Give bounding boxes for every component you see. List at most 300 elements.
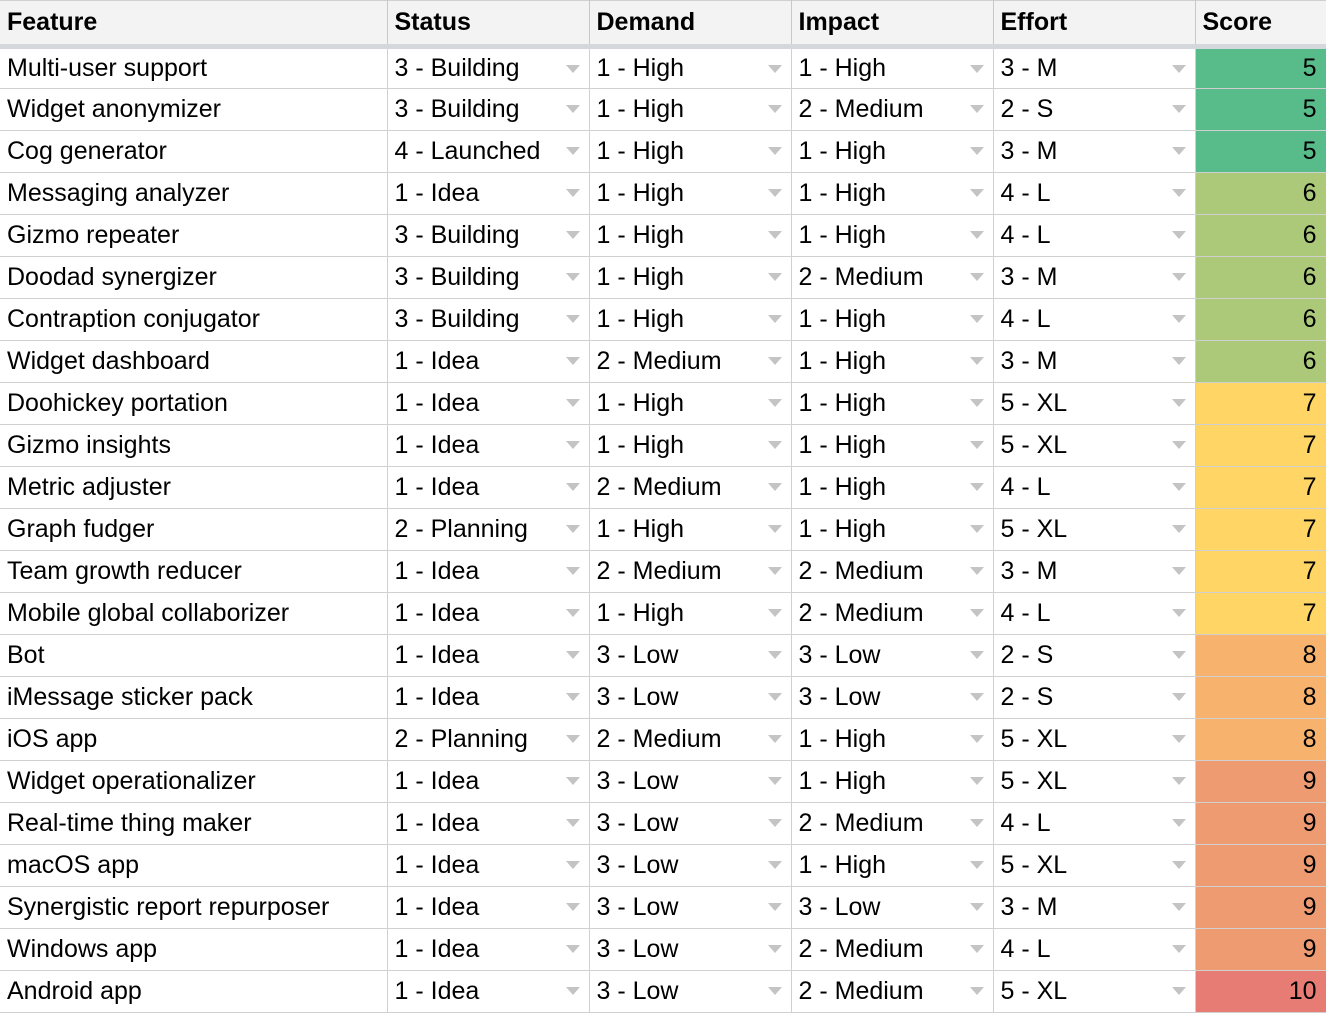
table-row bbox=[0, 131, 1326, 173]
demand-value: 3 - Low bbox=[596, 809, 679, 837]
dropdown-arrow-icon[interactable] bbox=[768, 399, 782, 407]
dropdown-arrow-icon[interactable] bbox=[566, 357, 580, 365]
demand-cell[interactable] bbox=[589, 467, 791, 509]
effort-value: 2 - S bbox=[1000, 95, 1054, 123]
demand-cell[interactable] bbox=[589, 929, 791, 971]
demand-cell[interactable] bbox=[589, 719, 791, 761]
score-cell[interactable]: 5 bbox=[1195, 89, 1326, 131]
dropdown-arrow-icon[interactable] bbox=[1172, 651, 1186, 659]
effort-cell[interactable] bbox=[993, 761, 1195, 803]
score-cell[interactable]: 5 bbox=[1195, 47, 1326, 89]
table-row bbox=[0, 551, 1326, 593]
feature-cell[interactable]: Widget operationalizer bbox=[0, 761, 387, 803]
dropdown-arrow-icon[interactable] bbox=[1172, 441, 1186, 449]
column-header-demand[interactable]: Demand bbox=[589, 1, 791, 47]
impact-value: 1 - High bbox=[798, 515, 887, 543]
score-cell[interactable]: 9 bbox=[1195, 887, 1326, 929]
table-row bbox=[0, 89, 1326, 131]
table-row bbox=[0, 929, 1326, 971]
status-value: 3 - Building bbox=[394, 305, 520, 333]
effort-cell[interactable] bbox=[993, 845, 1195, 887]
impact-value: 1 - High bbox=[798, 179, 887, 207]
effort-value: 2 - S bbox=[1000, 683, 1054, 711]
effort-value: 5 - XL bbox=[1000, 389, 1068, 417]
dropdown-arrow-icon[interactable] bbox=[970, 777, 984, 785]
feature-cell[interactable]: Team growth reducer bbox=[0, 551, 387, 593]
effort-cell[interactable] bbox=[993, 635, 1195, 677]
dropdown-arrow-icon[interactable] bbox=[768, 525, 782, 533]
dropdown-arrow-icon[interactable] bbox=[970, 399, 984, 407]
impact-cell[interactable] bbox=[791, 215, 993, 257]
impact-cell[interactable] bbox=[791, 803, 993, 845]
score-cell[interactable]: 6 bbox=[1195, 173, 1326, 215]
demand-value: 1 - High bbox=[596, 95, 685, 123]
dropdown-arrow-icon[interactable] bbox=[768, 903, 782, 911]
effort-value: 3 - M bbox=[1000, 263, 1058, 291]
demand-cell[interactable] bbox=[589, 341, 791, 383]
dropdown-arrow-icon[interactable] bbox=[970, 609, 984, 617]
effort-value: 4 - L bbox=[1000, 809, 1051, 837]
impact-cell[interactable] bbox=[791, 467, 993, 509]
dropdown-arrow-icon[interactable] bbox=[768, 147, 782, 155]
demand-cell[interactable] bbox=[589, 89, 791, 131]
table-row bbox=[0, 467, 1326, 509]
impact-value: 3 - Low bbox=[798, 641, 881, 669]
table-row bbox=[0, 719, 1326, 761]
status-cell[interactable] bbox=[387, 299, 589, 341]
status-cell[interactable] bbox=[387, 467, 589, 509]
demand-cell[interactable] bbox=[589, 887, 791, 929]
status-value: 4 - Launched bbox=[394, 137, 541, 165]
dropdown-arrow-icon[interactable] bbox=[970, 525, 984, 533]
impact-value: 1 - High bbox=[798, 851, 887, 879]
effort-cell[interactable] bbox=[993, 551, 1195, 593]
status-cell[interactable] bbox=[387, 887, 589, 929]
status-value: 1 - Idea bbox=[394, 809, 480, 837]
demand-value: 1 - High bbox=[596, 221, 685, 249]
impact-value: 1 - High bbox=[798, 473, 887, 501]
score-cell[interactable]: 6 bbox=[1195, 299, 1326, 341]
effort-cell[interactable] bbox=[993, 215, 1195, 257]
score-cell[interactable]: 8 bbox=[1195, 677, 1326, 719]
effort-cell[interactable] bbox=[993, 299, 1195, 341]
dropdown-arrow-icon[interactable] bbox=[1172, 693, 1186, 701]
impact-cell[interactable] bbox=[791, 47, 993, 89]
dropdown-arrow-icon[interactable] bbox=[566, 987, 580, 995]
effort-cell[interactable] bbox=[993, 131, 1195, 173]
dropdown-arrow-icon[interactable] bbox=[768, 189, 782, 197]
dropdown-arrow-icon[interactable] bbox=[970, 735, 984, 743]
dropdown-arrow-icon[interactable] bbox=[566, 105, 580, 113]
score-cell[interactable]: 5 bbox=[1195, 131, 1326, 173]
effort-cell[interactable] bbox=[993, 89, 1195, 131]
effort-cell[interactable] bbox=[993, 803, 1195, 845]
dropdown-arrow-icon[interactable] bbox=[768, 273, 782, 281]
feature-cell[interactable]: iMessage sticker pack bbox=[0, 677, 387, 719]
dropdown-arrow-icon[interactable] bbox=[1172, 735, 1186, 743]
feature-cell[interactable]: Android app bbox=[0, 971, 387, 1013]
score-cell[interactable]: 7 bbox=[1195, 467, 1326, 509]
dropdown-arrow-icon[interactable] bbox=[768, 693, 782, 701]
impact-value: 1 - High bbox=[798, 725, 887, 753]
dropdown-arrow-icon[interactable] bbox=[1172, 189, 1186, 197]
status-cell[interactable] bbox=[387, 131, 589, 173]
effort-cell[interactable] bbox=[993, 467, 1195, 509]
status-cell[interactable] bbox=[387, 425, 589, 467]
dropdown-arrow-icon[interactable] bbox=[566, 483, 580, 491]
effort-cell[interactable] bbox=[993, 971, 1195, 1013]
effort-cell[interactable] bbox=[993, 593, 1195, 635]
demand-value: 3 - Low bbox=[596, 767, 679, 795]
dropdown-arrow-icon[interactable] bbox=[768, 735, 782, 743]
effort-cell[interactable] bbox=[993, 509, 1195, 551]
dropdown-arrow-icon[interactable] bbox=[768, 777, 782, 785]
score-cell[interactable]: 9 bbox=[1195, 803, 1326, 845]
demand-cell[interactable] bbox=[589, 971, 791, 1013]
impact-value: 1 - High bbox=[798, 347, 887, 375]
demand-value: 2 - Medium bbox=[596, 725, 722, 753]
impact-value: 1 - High bbox=[798, 137, 887, 165]
status-cell[interactable] bbox=[387, 635, 589, 677]
feature-cell[interactable]: iOS app bbox=[0, 719, 387, 761]
dropdown-arrow-icon[interactable] bbox=[1172, 357, 1186, 365]
status-cell[interactable] bbox=[387, 845, 589, 887]
feature-cell[interactable]: Gizmo insights bbox=[0, 425, 387, 467]
dropdown-arrow-icon[interactable] bbox=[566, 231, 580, 239]
column-header-score[interactable]: Score bbox=[1195, 1, 1326, 47]
column-header-status[interactable]: Status bbox=[387, 1, 589, 47]
demand-cell[interactable] bbox=[589, 47, 791, 89]
dropdown-arrow-icon[interactable] bbox=[1172, 777, 1186, 785]
demand-cell[interactable] bbox=[589, 677, 791, 719]
feature-cell[interactable]: Synergistic report repurposer bbox=[0, 887, 387, 929]
impact-cell[interactable] bbox=[791, 299, 993, 341]
status-value: 1 - Idea bbox=[394, 347, 480, 375]
score-cell[interactable]: 8 bbox=[1195, 635, 1326, 677]
dropdown-arrow-icon[interactable] bbox=[566, 903, 580, 911]
dropdown-arrow-icon[interactable] bbox=[1172, 105, 1186, 113]
demand-cell[interactable] bbox=[589, 173, 791, 215]
table-row bbox=[0, 215, 1326, 257]
dropdown-arrow-icon[interactable] bbox=[566, 651, 580, 659]
effort-cell[interactable] bbox=[993, 383, 1195, 425]
feature-cell[interactable]: Bot bbox=[0, 635, 387, 677]
impact-cell[interactable] bbox=[791, 89, 993, 131]
status-cell[interactable] bbox=[387, 341, 589, 383]
feature-cell[interactable]: Doohickey portation bbox=[0, 383, 387, 425]
feature-cell[interactable]: Widget dashboard bbox=[0, 341, 387, 383]
impact-cell[interactable] bbox=[791, 425, 993, 467]
demand-cell[interactable] bbox=[589, 635, 791, 677]
dropdown-arrow-icon[interactable] bbox=[566, 525, 580, 533]
effort-cell[interactable] bbox=[993, 929, 1195, 971]
table-row bbox=[0, 509, 1326, 551]
table-row bbox=[0, 425, 1326, 467]
effort-cell[interactable] bbox=[993, 887, 1195, 929]
impact-cell[interactable] bbox=[791, 677, 993, 719]
score-cell[interactable]: 9 bbox=[1195, 761, 1326, 803]
demand-cell[interactable] bbox=[589, 761, 791, 803]
effort-cell[interactable] bbox=[993, 173, 1195, 215]
status-cell[interactable] bbox=[387, 551, 589, 593]
dropdown-arrow-icon[interactable] bbox=[1172, 861, 1186, 869]
status-cell[interactable] bbox=[387, 971, 589, 1013]
feature-cell[interactable]: Messaging analyzer bbox=[0, 173, 387, 215]
effort-cell[interactable] bbox=[993, 341, 1195, 383]
dropdown-arrow-icon[interactable] bbox=[1172, 903, 1186, 911]
demand-value: 2 - Medium bbox=[596, 473, 722, 501]
dropdown-arrow-icon[interactable] bbox=[970, 357, 984, 365]
dropdown-arrow-icon[interactable] bbox=[768, 441, 782, 449]
impact-cell[interactable] bbox=[791, 131, 993, 173]
status-cell[interactable] bbox=[387, 173, 589, 215]
column-header-impact[interactable]: Impact bbox=[791, 1, 993, 47]
dropdown-arrow-icon[interactable] bbox=[970, 945, 984, 953]
dropdown-arrow-icon[interactable] bbox=[768, 567, 782, 575]
demand-value: 1 - High bbox=[596, 263, 685, 291]
demand-cell[interactable] bbox=[589, 551, 791, 593]
table-row bbox=[0, 257, 1326, 299]
dropdown-arrow-icon[interactable] bbox=[768, 945, 782, 953]
dropdown-arrow-icon[interactable] bbox=[970, 105, 984, 113]
status-cell[interactable] bbox=[387, 47, 589, 89]
demand-cell[interactable] bbox=[589, 509, 791, 551]
status-cell[interactable] bbox=[387, 761, 589, 803]
demand-cell[interactable] bbox=[589, 425, 791, 467]
column-header-feature[interactable]: Feature bbox=[0, 1, 387, 47]
dropdown-arrow-icon[interactable] bbox=[1172, 567, 1186, 575]
table-row bbox=[0, 299, 1326, 341]
status-value: 2 - Planning bbox=[394, 515, 528, 543]
score-cell[interactable]: 6 bbox=[1195, 341, 1326, 383]
status-cell[interactable] bbox=[387, 509, 589, 551]
dropdown-arrow-icon[interactable] bbox=[970, 273, 984, 281]
status-cell[interactable] bbox=[387, 89, 589, 131]
score-cell[interactable]: 9 bbox=[1195, 929, 1326, 971]
dropdown-arrow-icon[interactable] bbox=[768, 105, 782, 113]
demand-cell[interactable] bbox=[589, 215, 791, 257]
effort-value: 5 - XL bbox=[1000, 851, 1068, 879]
feature-cell[interactable]: Cog generator bbox=[0, 131, 387, 173]
score-cell[interactable]: 6 bbox=[1195, 215, 1326, 257]
status-cell[interactable] bbox=[387, 383, 589, 425]
dropdown-arrow-icon[interactable] bbox=[970, 567, 984, 575]
dropdown-arrow-icon[interactable] bbox=[1172, 231, 1186, 239]
dropdown-arrow-icon[interactable] bbox=[1172, 315, 1186, 323]
status-value: 3 - Building bbox=[394, 221, 520, 249]
dropdown-arrow-icon[interactable] bbox=[768, 861, 782, 869]
impact-cell[interactable] bbox=[791, 887, 993, 929]
dropdown-arrow-icon[interactable] bbox=[970, 231, 984, 239]
effort-value: 4 - L bbox=[1000, 221, 1051, 249]
dropdown-arrow-icon[interactable] bbox=[1172, 525, 1186, 533]
dropdown-arrow-icon[interactable] bbox=[768, 819, 782, 827]
table-row bbox=[0, 761, 1326, 803]
status-cell[interactable] bbox=[387, 257, 589, 299]
demand-cell[interactable] bbox=[589, 593, 791, 635]
effort-cell[interactable] bbox=[993, 677, 1195, 719]
status-cell[interactable] bbox=[387, 719, 589, 761]
demand-cell[interactable] bbox=[589, 845, 791, 887]
dropdown-arrow-icon[interactable] bbox=[768, 357, 782, 365]
effort-cell[interactable] bbox=[993, 425, 1195, 467]
dropdown-arrow-icon[interactable] bbox=[1172, 987, 1186, 995]
dropdown-arrow-icon[interactable] bbox=[970, 483, 984, 491]
dropdown-arrow-icon[interactable] bbox=[1172, 147, 1186, 155]
dropdown-arrow-icon[interactable] bbox=[970, 65, 984, 73]
dropdown-arrow-icon[interactable] bbox=[1172, 609, 1186, 617]
dropdown-arrow-icon[interactable] bbox=[970, 903, 984, 911]
dropdown-arrow-icon[interactable] bbox=[768, 231, 782, 239]
impact-cell[interactable] bbox=[791, 971, 993, 1013]
demand-value: 2 - Medium bbox=[596, 557, 722, 585]
score-cell[interactable]: 7 bbox=[1195, 425, 1326, 467]
score-cell[interactable]: 10 bbox=[1195, 971, 1326, 1013]
dropdown-arrow-icon[interactable] bbox=[566, 441, 580, 449]
column-header-effort[interactable]: Effort bbox=[993, 1, 1195, 47]
feature-cell[interactable]: Real-time thing maker bbox=[0, 803, 387, 845]
effort-value: 5 - XL bbox=[1000, 431, 1068, 459]
impact-cell[interactable] bbox=[791, 341, 993, 383]
feature-cell[interactable]: Metric adjuster bbox=[0, 467, 387, 509]
dropdown-arrow-icon[interactable] bbox=[970, 189, 984, 197]
feature-cell[interactable]: Mobile global collaborizer bbox=[0, 593, 387, 635]
dropdown-arrow-icon[interactable] bbox=[566, 693, 580, 701]
status-value: 1 - Idea bbox=[394, 473, 480, 501]
demand-cell[interactable] bbox=[589, 299, 791, 341]
impact-cell[interactable] bbox=[791, 635, 993, 677]
table-row bbox=[0, 47, 1326, 89]
effort-value: 5 - XL bbox=[1000, 725, 1068, 753]
impact-cell[interactable] bbox=[791, 383, 993, 425]
demand-value: 1 - High bbox=[596, 515, 685, 543]
status-cell[interactable] bbox=[387, 929, 589, 971]
score-cell[interactable]: 7 bbox=[1195, 551, 1326, 593]
impact-cell[interactable] bbox=[791, 509, 993, 551]
feature-cell[interactable]: Gizmo repeater bbox=[0, 215, 387, 257]
header-row bbox=[0, 1, 1326, 47]
status-cell[interactable] bbox=[387, 215, 589, 257]
dropdown-arrow-icon[interactable] bbox=[970, 987, 984, 995]
table-row bbox=[0, 971, 1326, 1013]
dropdown-arrow-icon[interactable] bbox=[566, 819, 580, 827]
demand-cell[interactable] bbox=[589, 803, 791, 845]
dropdown-arrow-icon[interactable] bbox=[970, 819, 984, 827]
feature-cell[interactable]: Multi-user support bbox=[0, 47, 387, 89]
dropdown-arrow-icon[interactable] bbox=[970, 651, 984, 659]
dropdown-arrow-icon[interactable] bbox=[566, 735, 580, 743]
dropdown-arrow-icon[interactable] bbox=[1172, 273, 1186, 281]
demand-value: 3 - Low bbox=[596, 935, 679, 963]
score-cell[interactable]: 6 bbox=[1195, 257, 1326, 299]
dropdown-arrow-icon[interactable] bbox=[768, 315, 782, 323]
dropdown-arrow-icon[interactable] bbox=[566, 945, 580, 953]
impact-cell[interactable] bbox=[791, 929, 993, 971]
effort-value: 3 - M bbox=[1000, 557, 1058, 585]
dropdown-arrow-icon[interactable] bbox=[566, 777, 580, 785]
dropdown-arrow-icon[interactable] bbox=[566, 273, 580, 281]
table-row bbox=[0, 635, 1326, 677]
dropdown-arrow-icon[interactable] bbox=[970, 441, 984, 449]
dropdown-arrow-icon[interactable] bbox=[1172, 65, 1186, 73]
effort-value: 3 - M bbox=[1000, 893, 1058, 921]
feature-cell[interactable]: Windows app bbox=[0, 929, 387, 971]
dropdown-arrow-icon[interactable] bbox=[566, 609, 580, 617]
dropdown-arrow-icon[interactable] bbox=[1172, 945, 1186, 953]
dropdown-arrow-icon[interactable] bbox=[768, 651, 782, 659]
impact-value: 2 - Medium bbox=[798, 935, 924, 963]
impact-cell[interactable] bbox=[791, 719, 993, 761]
score-cell[interactable]: 9 bbox=[1195, 845, 1326, 887]
dropdown-arrow-icon[interactable] bbox=[768, 483, 782, 491]
effort-cell[interactable] bbox=[993, 47, 1195, 89]
dropdown-arrow-icon[interactable] bbox=[970, 861, 984, 869]
impact-cell[interactable] bbox=[791, 845, 993, 887]
effort-cell[interactable] bbox=[993, 257, 1195, 299]
dropdown-arrow-icon[interactable] bbox=[768, 65, 782, 73]
dropdown-arrow-icon[interactable] bbox=[970, 147, 984, 155]
feature-cell[interactable]: Widget anonymizer bbox=[0, 89, 387, 131]
effort-value: 2 - S bbox=[1000, 641, 1054, 669]
dropdown-arrow-icon[interactable] bbox=[1172, 399, 1186, 407]
demand-value: 1 - High bbox=[596, 389, 685, 417]
impact-value: 2 - Medium bbox=[798, 599, 924, 627]
demand-value: 3 - Low bbox=[596, 893, 679, 921]
effort-cell[interactable] bbox=[993, 719, 1195, 761]
table-row bbox=[0, 887, 1326, 929]
status-cell[interactable] bbox=[387, 677, 589, 719]
impact-cell[interactable] bbox=[791, 593, 993, 635]
dropdown-arrow-icon[interactable] bbox=[970, 315, 984, 323]
status-cell[interactable] bbox=[387, 803, 589, 845]
dropdown-arrow-icon[interactable] bbox=[566, 399, 580, 407]
impact-cell[interactable] bbox=[791, 761, 993, 803]
impact-cell[interactable] bbox=[791, 173, 993, 215]
dropdown-arrow-icon[interactable] bbox=[768, 609, 782, 617]
effort-value: 4 - L bbox=[1000, 473, 1051, 501]
dropdown-arrow-icon[interactable] bbox=[1172, 483, 1186, 491]
score-cell[interactable]: 7 bbox=[1195, 383, 1326, 425]
demand-cell[interactable] bbox=[589, 131, 791, 173]
dropdown-arrow-icon[interactable] bbox=[1172, 819, 1186, 827]
demand-cell[interactable] bbox=[589, 383, 791, 425]
feature-cell[interactable]: Graph fudger bbox=[0, 509, 387, 551]
status-cell[interactable] bbox=[387, 593, 589, 635]
dropdown-arrow-icon[interactable] bbox=[566, 189, 580, 197]
dropdown-arrow-icon[interactable] bbox=[566, 567, 580, 575]
dropdown-arrow-icon[interactable] bbox=[566, 315, 580, 323]
feature-cell[interactable]: Contraption conjugator bbox=[0, 299, 387, 341]
table-row bbox=[0, 173, 1326, 215]
score-cell[interactable]: 7 bbox=[1195, 593, 1326, 635]
score-cell[interactable]: 8 bbox=[1195, 719, 1326, 761]
table-row bbox=[0, 593, 1326, 635]
feature-cell[interactable]: macOS app bbox=[0, 845, 387, 887]
dropdown-arrow-icon[interactable] bbox=[566, 861, 580, 869]
impact-value: 2 - Medium bbox=[798, 95, 924, 123]
effort-value: 3 - M bbox=[1000, 347, 1058, 375]
feature-cell[interactable]: Doodad synergizer bbox=[0, 257, 387, 299]
demand-cell[interactable] bbox=[589, 257, 791, 299]
dropdown-arrow-icon[interactable] bbox=[768, 987, 782, 995]
dropdown-arrow-icon[interactable] bbox=[566, 65, 580, 73]
impact-cell[interactable] bbox=[791, 551, 993, 593]
score-cell[interactable]: 7 bbox=[1195, 509, 1326, 551]
status-value: 1 - Idea bbox=[394, 683, 480, 711]
dropdown-arrow-icon[interactable] bbox=[970, 693, 984, 701]
dropdown-arrow-icon[interactable] bbox=[566, 147, 580, 155]
impact-cell[interactable] bbox=[791, 257, 993, 299]
